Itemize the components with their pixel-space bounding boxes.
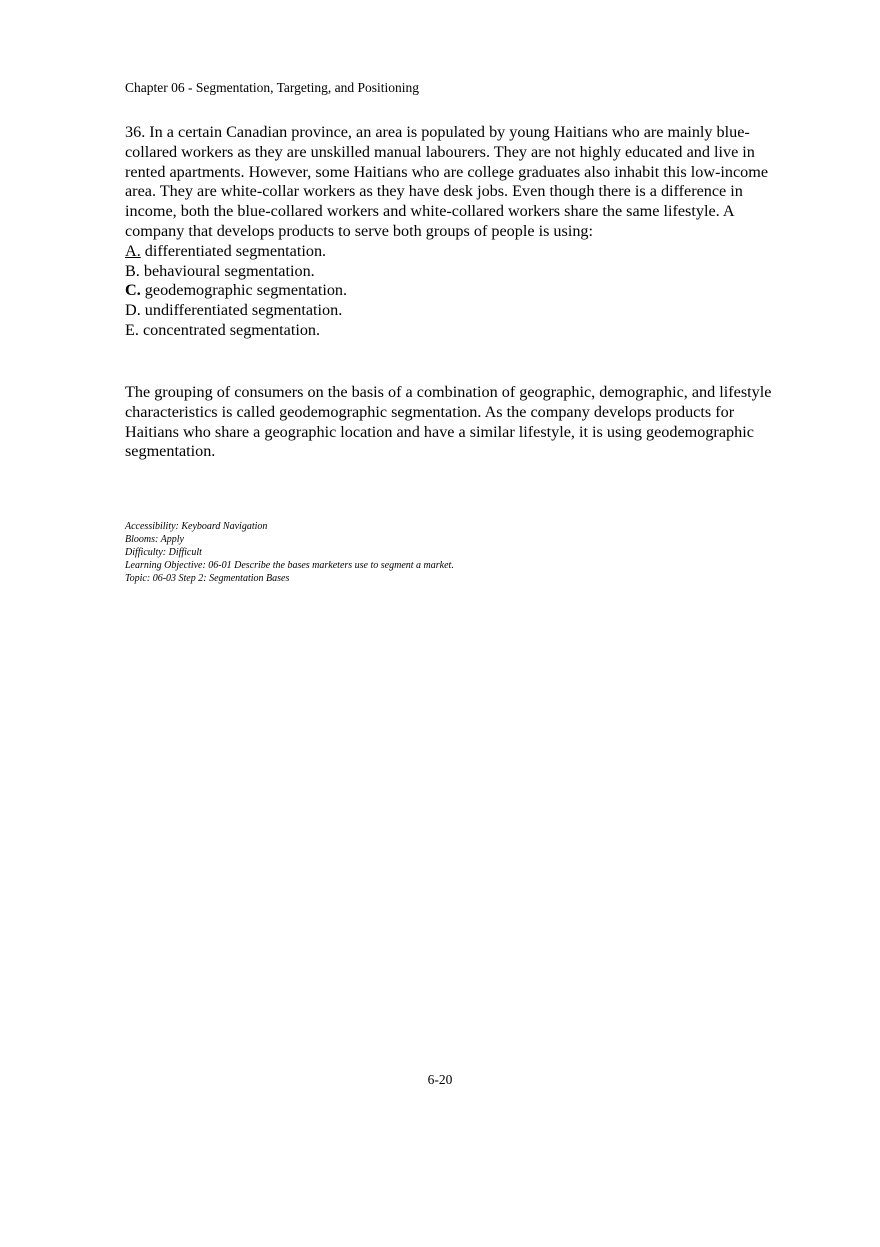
answer-explanation: The grouping of consumers on the basis of a combination of geographic, demographic, and lifestyle characteristics is called geodemographic segmentation. As the company develops products for Haitians who share a geographic location and have a similar lifestyle, it is using geodemographic segmentation. [125,383,772,461]
meta-topic: Topic: 06-03 Step 2: Segmentation Bases [125,572,290,584]
option-c-letter-correct: C. [125,281,141,300]
question-metadata [125,521,454,586]
meta-difficulty: Difficulty: Difficult [125,546,202,558]
option-b-text: behavioural segmentation. [139,261,315,280]
option-b [125,262,775,282]
option-c-text: geodemographic segmentation. [140,281,348,300]
option-d [125,301,775,321]
answer-options [125,242,775,341]
option-c [125,281,775,301]
meta-accessibility: Accessibility: Keyboard Navigation [125,521,268,532]
option-a [125,242,775,262]
option-a-letter: A. [125,241,141,260]
question-block [125,123,775,341]
option-e-text: concentrated segmentation. [138,320,321,339]
option-d-letter: D. [125,301,141,320]
option-b-letter: B. [125,261,140,280]
option-e [125,321,775,341]
question-text: 36. In a certain Canadian province, an area is populated by young Haitians who are mainly blue-collared workers as they are unskilled manual labourers. They are not highly educated and live in rented apartments. However, some Haitians who are college graduates also inhabit this low-income area. They are white-collar workers as they have desk jobs. Even though there is a difference in income, both the blue-collared workers and white-collared workers share the same lifestyle. A company that develops products to serve both groups of people is using: [125,123,769,240]
meta-blooms: Blooms: Apply [125,533,184,545]
chapter-header: Chapter 06 - Segmentation, Targeting, and Positioning [125,80,420,95]
option-a-text: differentiated segmentation. [140,241,327,260]
meta-learning-objective: Learning Objective: 06-01 Describe the bases marketers use to segment a market. [125,559,454,571]
page-number: 6-20 [427,1072,453,1087]
option-e-letter: E. [125,320,139,339]
option-d-text: undifferentiated segmentation. [140,301,343,320]
